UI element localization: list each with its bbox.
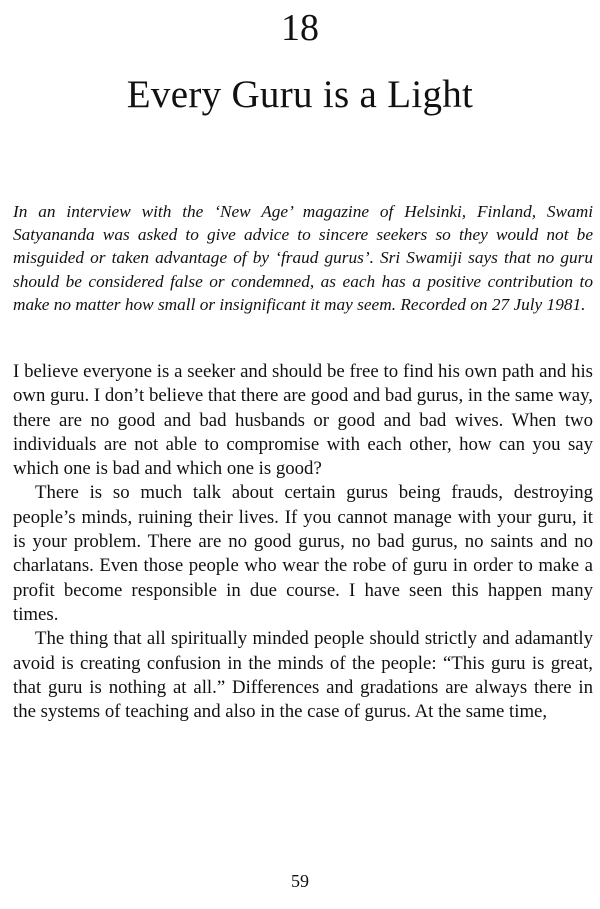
chapter-intro: In an interview with the ‘New Age’ magazine of Helsinki, Finland, Swami Satyananda was asked to give advice to sincere seekers so they would not be misguided or taken advantage of by ‘fraud gurus’. Sri Swamiji says that no guru should be considered false or condemned, as each has a positive contribution to make no matter how small or insignificant it may seem. Recorded on 27 July 1981.: [13, 202, 593, 314]
paragraph: The thing that all spiritually minded people should strictly and adamantly avoid is creating confusion in the minds of the people: “This guru is great, that guru is nothing at all.” Differences and gradations are always there in the systems of teaching and also in the case of gurus. At the same time,: [13, 628, 593, 723]
paragraph: There is so much talk about certain gurus being frauds, destroying people’s minds, ruining their lives. If you cannot manage with your guru, it is your problem. There are no good gurus, no bad gurus, no saints and no charlatans. Even those people who wear the robe of guru in order to make a profit become responsible in due course. I have seen this happen many times.: [13, 482, 593, 625]
body-text: [13, 360, 593, 724]
chapter-number: 18: [281, 7, 319, 49]
paragraph: I believe everyone is a seeker and should be free to find his own path and his own guru. I don’t believe that there are good and bad gurus, in the same way, there are no good and bad husbands or good and bad wives. When two individuals are not able to compromise with each other, how can you say which one is bad and which one is good?: [13, 361, 593, 480]
page-number: 59: [291, 871, 309, 891]
chapter-title: Every Guru is a Light: [126, 73, 474, 116]
